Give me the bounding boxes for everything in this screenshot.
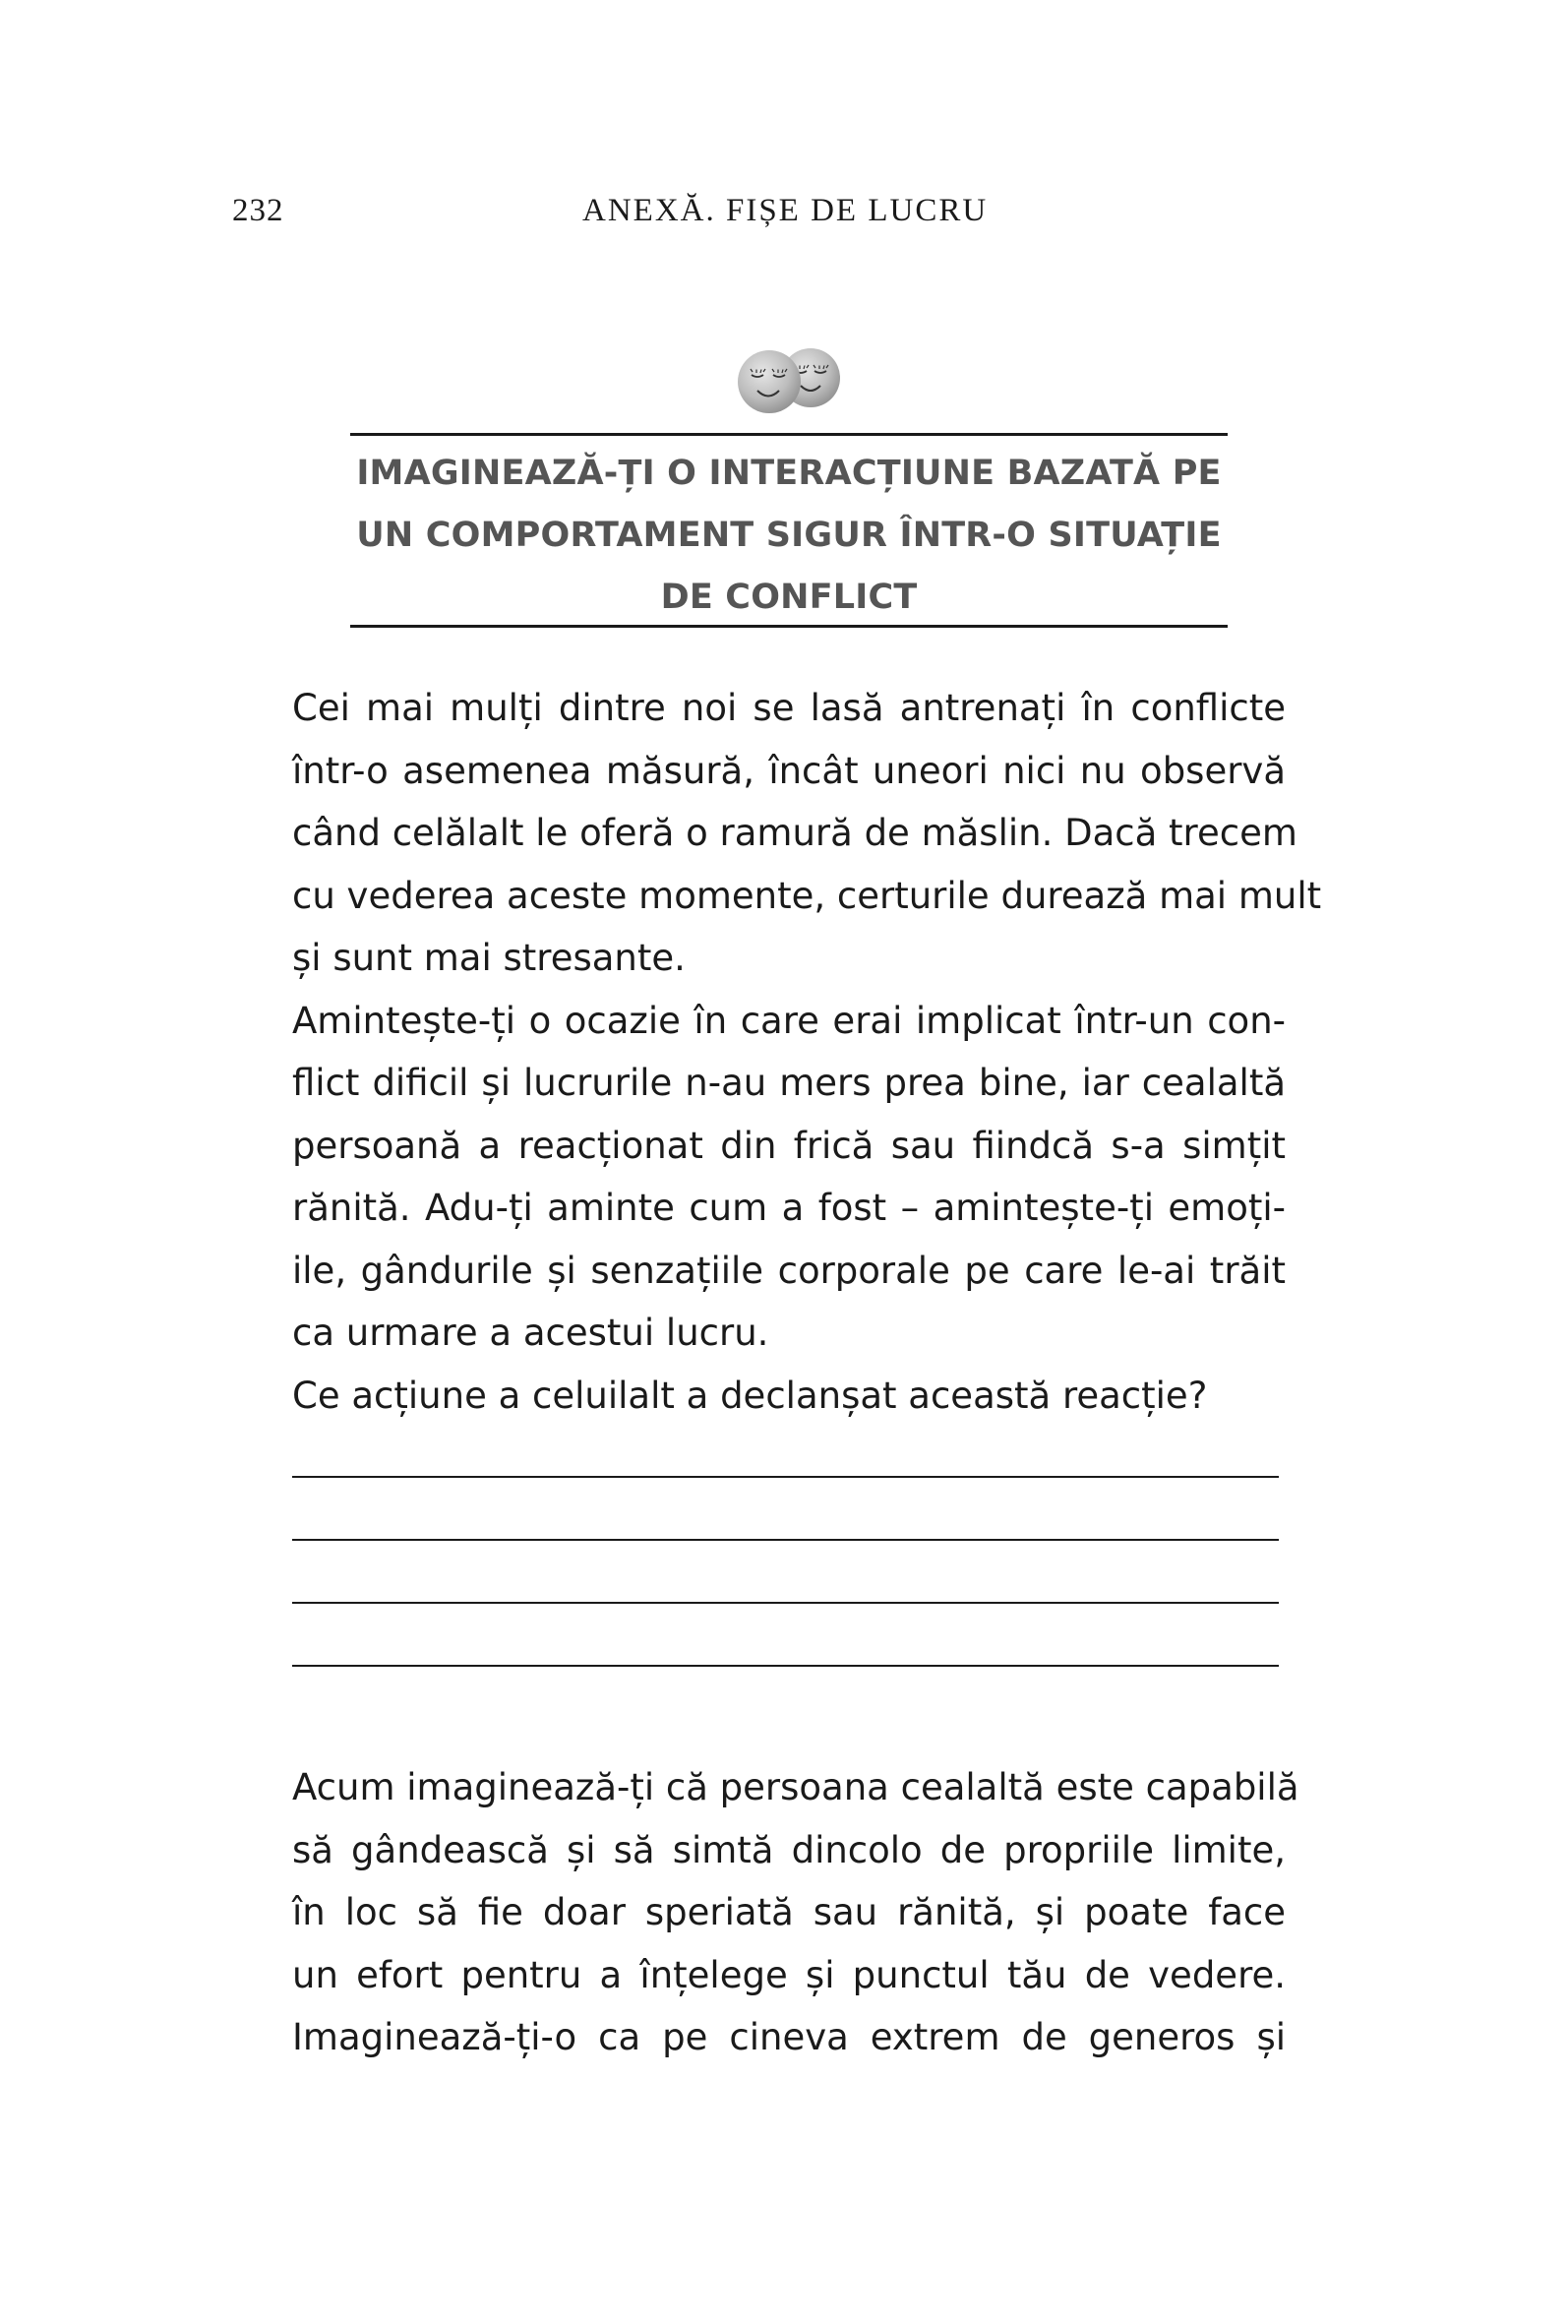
text-line: într-o asemenea măsură, încât uneori nici nu observă [292,749,1286,792]
heading-line: DE CONFLICT [660,578,918,617]
text-line: cu vederea aceste momente, certurile durează mai mult [292,874,1322,917]
text-line: Cei mai mulți dintre noi se lasă antrenați în conflicte [292,687,1286,729]
text-line: când celălalt le oferă o ramură de măslin. Dacă trecem [292,812,1297,854]
text-line: în loc să fie doar speriată sau rănită, și poate face [292,1891,1286,1933]
body-text-block [292,1756,1299,2069]
smiley-face-left [738,350,801,413]
answer-line[interactable] [292,1539,1279,1541]
two-smiley-faces-icon [732,344,848,415]
text-line: ca urmare a acestui lucru. [292,1312,769,1354]
page-number: 232 [232,193,284,228]
heading-bottom-rule [350,625,1228,628]
text-line: Imaginează-ți-o ca pe cineva extrem de generos și [292,2016,1286,2058]
text-line: flict dificil și lucrurile n-au mers prea bine, iar cealaltă [292,1062,1286,1104]
text-line: rănită. Adu-ți aminte cum a fost – amintește-ți emoți- [292,1187,1286,1229]
text-line: și sunt mai stresante. [292,937,686,979]
text-line: Acum imaginează-ți că persoana cealaltă este capabilă [292,1766,1299,1808]
answer-lines [292,1476,1279,1728]
worksheet-heading [350,443,1228,629]
question-text: Ce acțiune a celuilalt a declanșat această reacție? [292,1374,1208,1417]
text-line: persoană a reacționat din frică sau fiindcă s-a simțit [292,1124,1286,1167]
running-header [232,193,1236,236]
heading-top-rule [350,433,1228,436]
answer-line[interactable] [292,1476,1279,1478]
text-line: un efort pentru a înțelege și punctul tău de vedere. [292,1953,1286,1996]
heading-line: UN COMPORTAMENT SIGUR ÎNTR-O SITUAȚIE [356,516,1222,555]
text-line: Amintește-ți o ocazie în care erai implicat într-un con- [292,999,1286,1042]
body-text-block [292,677,1322,1427]
answer-line[interactable] [292,1665,1279,1667]
running-title: ANEXĂ. FIȘE DE LUCRU [582,193,989,228]
heading-line: IMAGINEAZĂ-ȚI O INTERACȚIUNE BAZATĂ PE [356,454,1222,493]
text-line: să gândească și să simtă dincolo de propriile limite, [292,1828,1286,1871]
answer-line[interactable] [292,1602,1279,1604]
text-line: ile, gândurile și senzațiile corporale pe care le-ai trăit [292,1249,1286,1292]
